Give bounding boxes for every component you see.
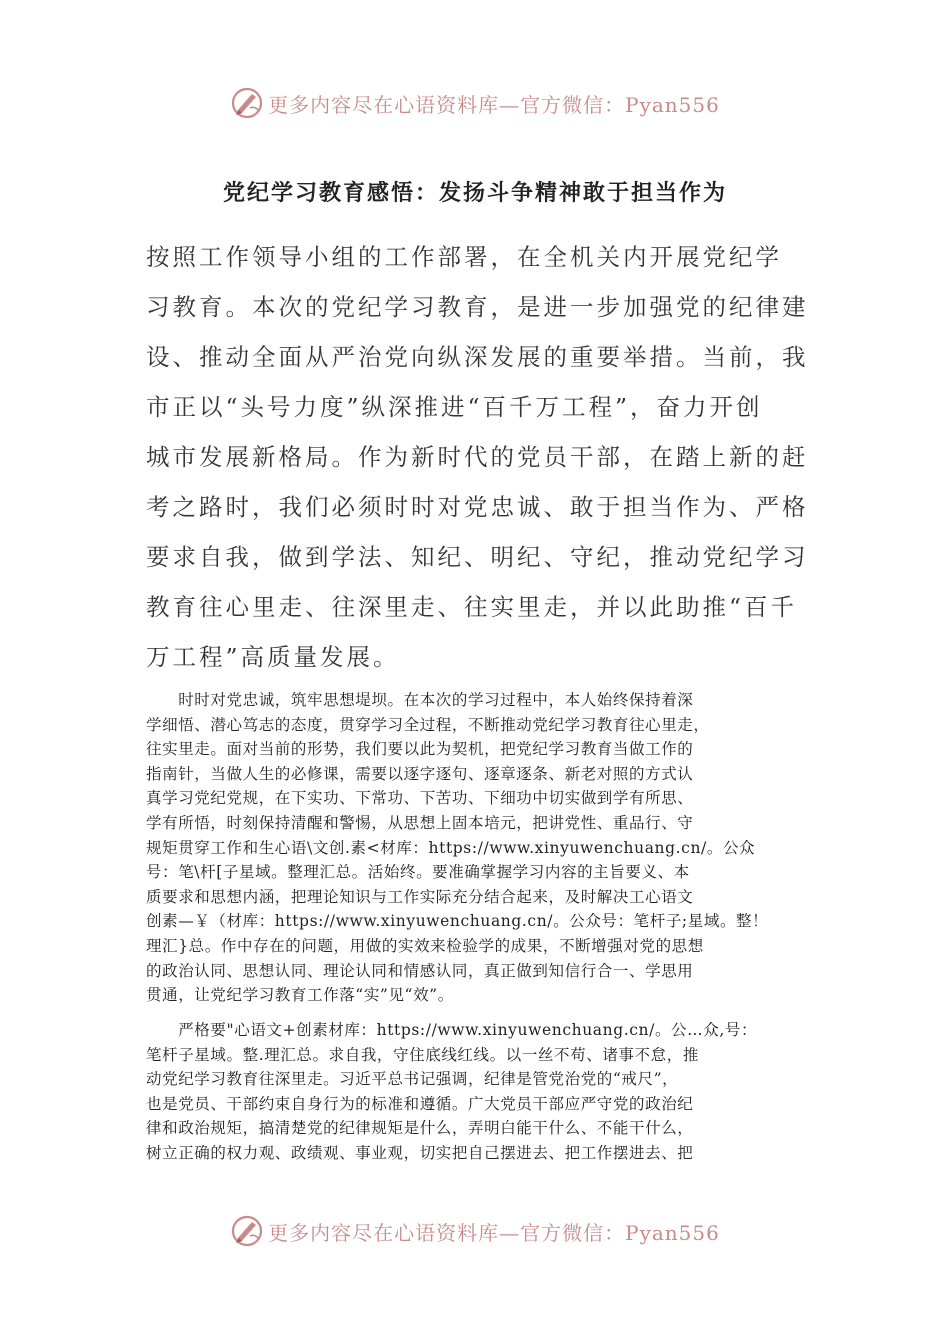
body-line: 往实里走。面对当前的形势，我们要以此为契机，把党纪学习教育当做工作的	[146, 740, 694, 759]
body-line: 号：笔\杆[子星域。整理汇总。活始终。要准确掌握学习内容的主旨要义、本	[146, 863, 690, 882]
intro-line: 习教育。本次的党纪学习教育，是进一步加强党的纪律建	[146, 293, 809, 321]
intro-line: 要求自我，做到学法、知纪、明纪、守纪，推动党纪学习	[146, 543, 809, 571]
body-line: 的政治认同、思想认同、理论认同和情感认同，真正做到知信行合一、学思用	[146, 961, 694, 980]
body-line: 指南针，当做人生的必修课，需要以逐字逐句、逐章逐条、新老对照的方式认	[146, 764, 694, 783]
body-line: 创素—￥（材库：https://www.xinyuwenchuang.cn/。公众号：笔杆子;星域。整！	[146, 912, 769, 931]
body-line: 笔杆子星域。整.理汇总。求自我，守住底线红线。以一丝不苟、诸事不怠，推	[146, 1045, 699, 1064]
intro-line: 教育往心里走、往深里走、往实里走，并以此助推“百千	[146, 593, 798, 621]
body-line: 严格要"心语文+创素材库：https://www.xinyuwenchuang.cn/。公…众,号：	[146, 1021, 758, 1039]
body-line: 学有所悟，时刻保持清醒和警惕，从思想上固本培元，把讲党性、重品行、守	[146, 813, 694, 832]
body-line: 理汇}总。作中存在的问题，用做的实效来检验学的成果，不断增强对党的思想	[146, 936, 704, 955]
body-line: 树立正确的权力观、政绩观、事业观，切实把自己摆进去、把工作摆进去、把	[146, 1143, 694, 1162]
intro-line: 市正以“头号力度”纵深推进“百千万工程”，奋力开创	[146, 393, 763, 421]
header-banner	[0, 78, 950, 128]
body-line: 动党纪学习教育往深里走。习近平总书记强调，纪律是管党治党的“戒尺”，	[146, 1070, 679, 1089]
footer-banner-text: 更多内容尽在心语资料库—官方微信：Pyan556	[268, 1220, 720, 1245]
body-line: 质要求和思想内涵，把理论知识与工作实际充分结合起来，及时解决工心语文	[146, 887, 694, 906]
body-line: 律和政治规矩，搞清楚党的纪律规矩是什么，弄明白能干什么、不能干什么，	[146, 1119, 694, 1138]
intro-line: 考之路时，我们必须时时对党忠诚、敢于担当作为、严格	[146, 493, 809, 521]
pen-logo-icon	[230, 86, 264, 120]
intro-line: 城市发展新格局。作为新时代的党员干部，在踏上新的赶	[146, 443, 809, 471]
pen-logo-icon	[230, 1214, 264, 1248]
body-line: 也是党员、干部约束自身行为的标准和遵循。广大党员干部应严守党的政治纪	[146, 1094, 694, 1113]
intro-line: 按照工作领导小组的工作部署，在全机关内开展党纪学	[146, 243, 782, 271]
body-line: 规矩贯穿工作和生心语\文创.素<材库：https://www.xinyuwenchuang.cn/。公众	[146, 838, 756, 857]
body-line: 时时对党忠诚，筑牢思想堤坝。在本次的学习过程中，本人始终保持着深	[146, 691, 694, 709]
header-banner-text: 更多内容尽在心语资料库—官方微信：Pyan556	[268, 92, 720, 117]
intro-line: 设、推动全面从严治党向纵深发展的重要举措。当前，我	[146, 343, 809, 371]
footer-banner	[0, 1206, 950, 1256]
intro-line: 万工程”高质量发展。	[146, 643, 400, 671]
body-line: 真学习党纪党规，在下实功、下常功、下苦功、下细功中切实做到学有所思、	[146, 789, 694, 808]
body-line: 学细悟、潜心笃志的态度，贯穿学习全过程，不断推动党纪学习教育往心里走，	[146, 715, 710, 734]
intro-paragraph	[146, 232, 809, 682]
body-paragraph-1	[146, 688, 806, 1008]
body-line: 贯通，让党纪学习教育工作落“实”见“效”。	[146, 986, 454, 1005]
document-title: 党纪学习教育感悟：发扬斗争精神敢于担当作为	[222, 181, 727, 206]
body-paragraph-2	[146, 1018, 806, 1166]
